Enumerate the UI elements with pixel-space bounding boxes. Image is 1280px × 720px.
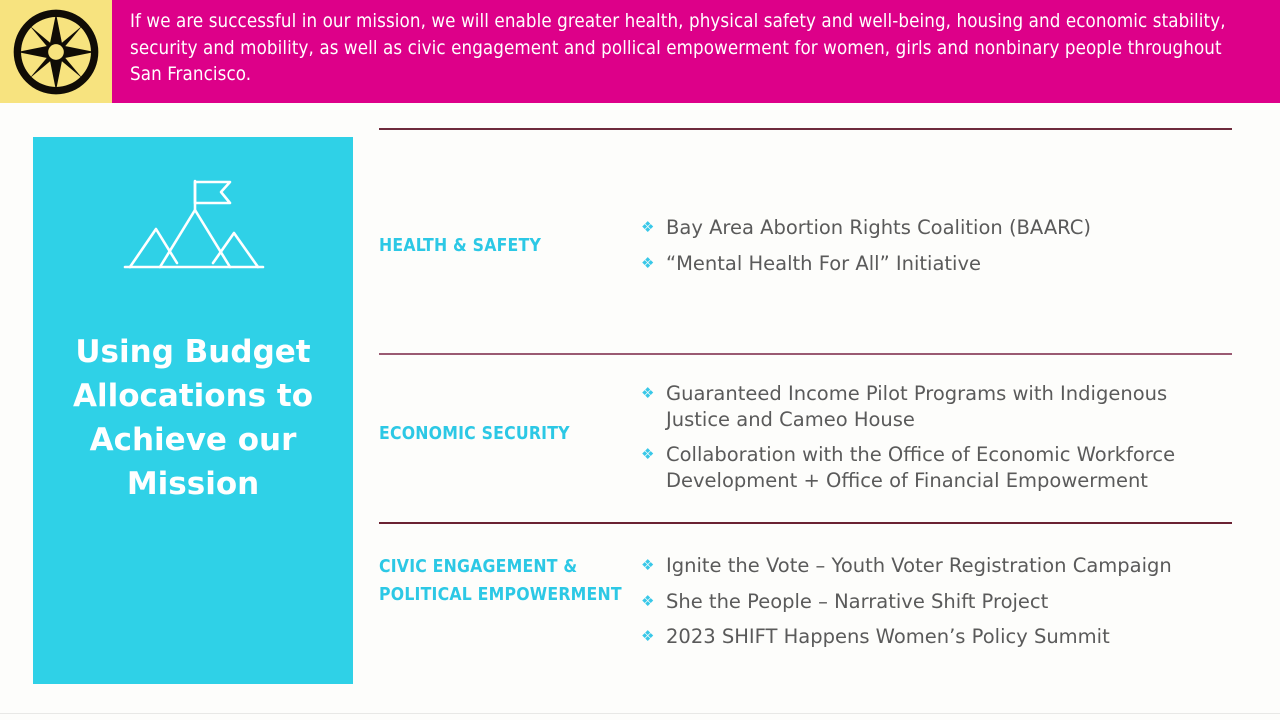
list-item xyxy=(641,589,1232,615)
list-item-text: Collaboration with the Office of Economic Workforce Development + Office of Financial Empowerment xyxy=(666,443,1176,492)
mountain-flag-icon xyxy=(113,175,273,285)
list-item xyxy=(641,442,1232,493)
list-item-text: Ignite the Vote – Youth Voter Registration Campaign xyxy=(666,554,1172,577)
panel-title: Using Budget Allocations to Achieve our Mission xyxy=(72,334,313,502)
compass-rose-icon xyxy=(10,6,102,98)
section-bullet-list xyxy=(641,130,1232,286)
section-health-safety xyxy=(379,130,1232,353)
diamond-bullet-icon: ❖ xyxy=(641,591,655,610)
header-band xyxy=(0,0,1280,103)
section-heading: ECONOMIC SECURITY xyxy=(379,424,570,444)
mission-statement: If we are successful in our mission, we will enable greater health, physical safety and well-being, housing and economic stability, security and mobility, as well as civic engagement and pollical empowerment for women, girls and nonbinary people throughout San Francisco. xyxy=(130,11,1226,85)
diamond-bullet-icon: ❖ xyxy=(641,445,655,463)
diamond-bullet-icon: ❖ xyxy=(641,384,655,402)
logo-container xyxy=(0,0,112,103)
list-item xyxy=(641,624,1232,650)
list-item xyxy=(641,553,1232,579)
diamond-bullet-icon: ❖ xyxy=(641,556,655,574)
bottom-rule xyxy=(0,713,1280,714)
list-item-text: She the People – Narrative Shift Project xyxy=(666,589,1049,613)
section-bullet-list xyxy=(641,355,1232,503)
section-heading: CIVIC ENGAGEMENT & POLITICAL EMPOWERMENT xyxy=(379,557,622,605)
list-item xyxy=(641,381,1232,432)
diamond-bullet-icon: ❖ xyxy=(641,627,655,645)
list-item-text: 2023 SHIFT Happens Women’s Policy Summit xyxy=(666,625,1110,648)
sections-container xyxy=(379,128,1232,687)
section-economic-security xyxy=(379,355,1232,522)
list-item xyxy=(641,251,1232,277)
section-bullet-list xyxy=(641,524,1232,660)
list-item-text: “Mental Health For All” Initiative xyxy=(666,251,982,275)
diamond-bullet-icon: ❖ xyxy=(641,253,655,272)
title-panel xyxy=(33,137,353,684)
section-heading: HEALTH & SAFETY xyxy=(379,236,542,256)
diamond-bullet-icon: ❖ xyxy=(641,218,655,236)
list-item-text: Bay Area Abortion Rights Coalition (BAARC) xyxy=(666,216,1091,239)
list-item-text: Guaranteed Income Pilot Programs with Indigenous Justice and Cameo House xyxy=(666,382,1168,431)
section-civic-engagement xyxy=(379,524,1232,687)
list-item xyxy=(641,215,1232,241)
